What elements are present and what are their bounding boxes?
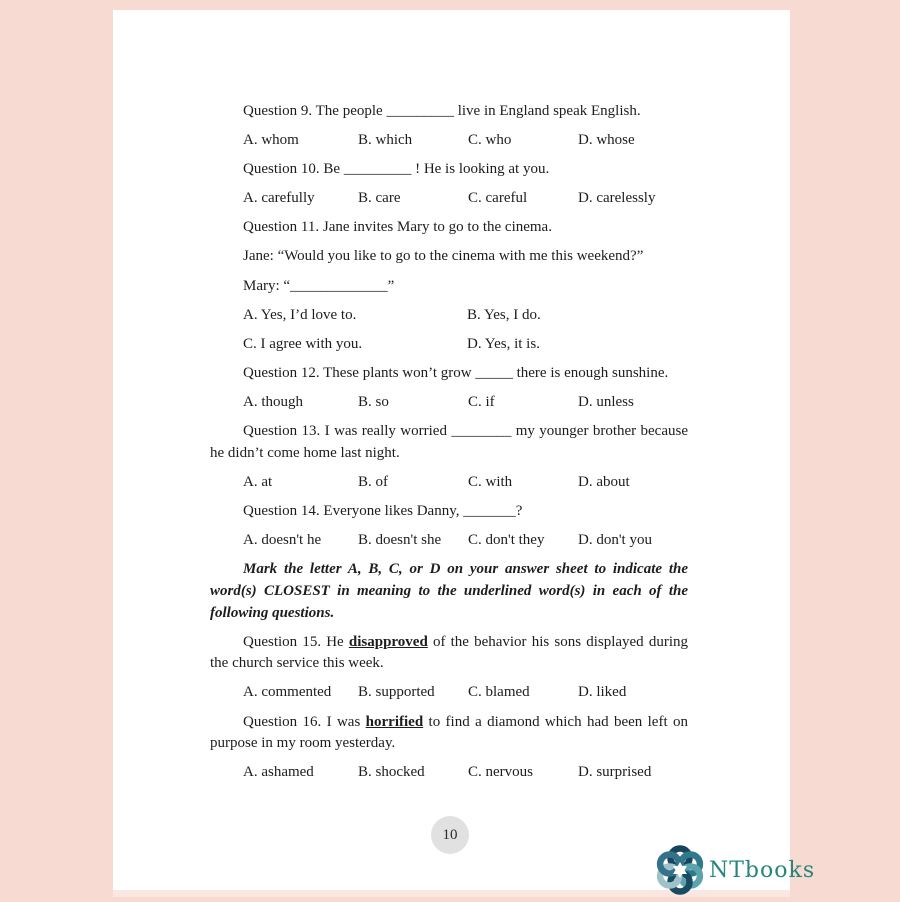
page-number: 10 <box>442 826 458 843</box>
question-11-options-row-1 <box>210 305 688 327</box>
option-a: A. carefully <box>243 190 315 207</box>
option-d: D. carelessly <box>578 190 656 207</box>
option-a: A. Yes, I’d love to. <box>243 306 357 323</box>
section-instruction: Mark the letter A, B, C, or D on your answer sheet to indicate the word(s) CLOSEST in meaning to the underlined word(s) in each of the following questions. <box>210 561 688 621</box>
question-12-options <box>210 392 688 414</box>
question-15 <box>210 632 688 675</box>
question-16-text-before: Question 16. I was <box>243 713 366 730</box>
option-c: C. nervous <box>468 764 533 781</box>
document-page <box>113 10 790 890</box>
option-a: A. doesn't he <box>243 532 322 549</box>
option-d: D. whose <box>578 132 635 149</box>
flower-rings-icon <box>654 843 706 897</box>
question-11-jane-line: Jane: “Would you like to go to the cinema with me this weekend?” <box>243 248 644 265</box>
brand-name: NTbooks <box>709 857 816 883</box>
question-9-options <box>210 130 688 152</box>
question-11-options-row-2 <box>210 334 688 356</box>
option-a: A. at <box>243 473 273 490</box>
question-10-options <box>210 188 688 210</box>
option-c: C. don't they <box>468 532 545 549</box>
option-b: B. Yes, I do. <box>467 306 541 323</box>
question-11-mary-line: Mary: “_____________” <box>243 277 395 294</box>
page-number-badge <box>431 816 469 854</box>
question-15-underlined-word: disapproved <box>348 633 428 650</box>
question-14: Question 14. Everyone likes Danny, _______? <box>243 502 523 519</box>
option-b: B. so <box>358 393 389 410</box>
page-content <box>210 101 688 791</box>
question-14-options <box>210 530 688 552</box>
option-b: B. shocked <box>358 764 425 781</box>
option-a: A. whom <box>243 132 299 149</box>
option-b: B. supported <box>358 684 435 701</box>
question-16-underlined-word: horrified <box>365 713 424 730</box>
question-16-options <box>210 762 688 784</box>
option-b: B. of <box>358 473 388 490</box>
option-c: C. who <box>468 132 512 149</box>
question-15-text-before: Question 15. He <box>243 633 349 650</box>
option-a: A. ashamed <box>243 764 314 781</box>
option-d: D. liked <box>578 684 627 701</box>
question-9: Question 9. The people _________ live in England speak English. <box>243 103 641 119</box>
option-c: C. blamed <box>468 684 530 701</box>
question-16-text-after: to find a diamond which had been left on purpose in my room yesterday. <box>210 713 688 752</box>
question-13-options <box>210 472 688 494</box>
option-b: B. doesn't she <box>358 532 442 549</box>
question-13: Question 13. I was really worried ________ my younger brother because he didn’t come home last night. <box>210 423 688 461</box>
option-d: D. don't you <box>578 532 652 549</box>
option-a: A. though <box>243 393 303 410</box>
option-c: C. with <box>468 473 513 490</box>
option-d: D. unless <box>578 393 634 410</box>
question-15-options <box>210 682 688 704</box>
option-a: A. commented <box>243 684 332 701</box>
option-c: C. careful <box>468 190 528 207</box>
option-b: B. care <box>358 190 401 207</box>
brand-watermark <box>654 843 815 897</box>
option-d: D. about <box>578 473 630 490</box>
option-b: B. which <box>358 132 413 149</box>
question-12: Question 12. These plants won’t grow _____ there is enough sunshine. <box>243 364 669 381</box>
question-15-text-after: of the behavior his sons displayed during the church service this week. <box>210 633 688 672</box>
question-16 <box>210 712 688 755</box>
question-11: Question 11. Jane invites Mary to go to the cinema. <box>243 219 552 236</box>
option-c: C. if <box>468 393 495 410</box>
option-c: C. I agree with you. <box>243 335 363 352</box>
option-d: D. Yes, it is. <box>467 335 540 352</box>
option-d: D. surprised <box>578 764 652 781</box>
question-10: Question 10. Be _________ ! He is looking at you. <box>243 161 550 178</box>
